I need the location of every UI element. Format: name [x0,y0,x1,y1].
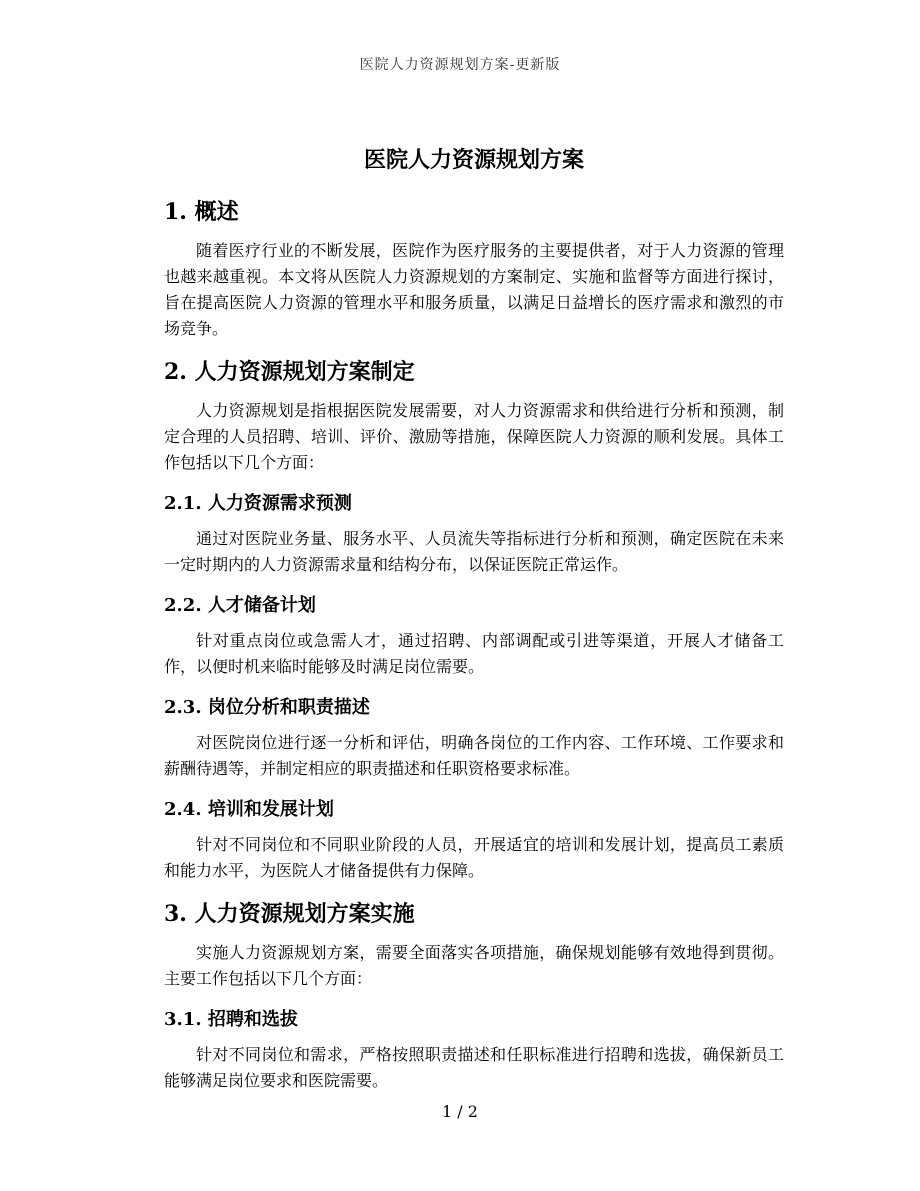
subsection-heading: 2.3. 岗位分析和职责描述 [164,697,370,718]
document-title: 医院人力资源规划方案 [363,147,584,173]
subsection-paragraph: 针对不同岗位和不同职业阶段的人员，开展适宜的培训和发展计划，提高员工素质和能力水平，为医院人才储备提供有力保障。 [164,835,784,880]
subsection-paragraph: 针对不同岗位和需求，严格按照职责描述和任职标准进行招聘和选拔，确保新员工能够满足岗位要求和医院需要。 [164,1045,784,1090]
section-paragraph: 实施人力资源规划方案，需要全面落实各项措施，确保规划能够有效地得到贯彻。主要工作包括以下几个方面： [164,943,784,988]
section-heading: 3. 人力资源规划方案实施 [164,901,415,927]
section-heading: 2. 人力资源规划方案制定 [164,359,415,385]
section-paragraph: 随着医疗行业的不断发展，医院作为医疗服务的主要提供者，对于人力资源的管理也越来越重视。本文将从医院人力资源规划的方案制定、实施和监督等方面进行探讨，旨在提高医院人力资源的管理水平和服务质量，以满足日益增长的医疗需求和激烈的市场竞争。 [164,241,784,338]
subsection-paragraph: 针对重点岗位或急需人才，通过招聘、内部调配或引进等渠道，开展人才储备工作，以便时机来临时能够及时满足岗位需要。 [164,631,784,676]
subsection-heading: 2.1. 人力资源需求预测 [164,493,352,514]
page-number: 1 / 2 [442,1102,478,1121]
section-paragraph: 人力资源规划是指根据医院发展需要，对人力资源需求和供给进行分析和预测，制定合理的人员招聘、培训、评价、激励等措施，保障医院人力资源的顺利发展。具体工作包括以下几个方面： [164,401,784,472]
document-body [164,142,784,1106]
subsection-paragraph: 对医院岗位进行逐一分析和评估，明确各岗位的工作内容、工作环境、工作要求和薪酬待遇等，并制定相应的职责描述和任职资格要求标准。 [164,733,784,778]
subsection-paragraph: 通过对医院业务量、服务水平、人员流失等指标进行分析和预测，确定医院在未来一定时期内的人力资源需求量和结构分布，以保证医院正常运作。 [164,529,784,574]
subsection-heading: 2.2. 人才储备计划 [164,595,316,616]
subsection-heading: 3.1. 招聘和选拔 [164,1009,298,1030]
section-heading: 1. 概述 [164,199,239,225]
subsection-heading: 2.4. 培训和发展计划 [164,799,334,820]
running-header: 医院人力资源规划方案-更新版 [359,57,561,73]
